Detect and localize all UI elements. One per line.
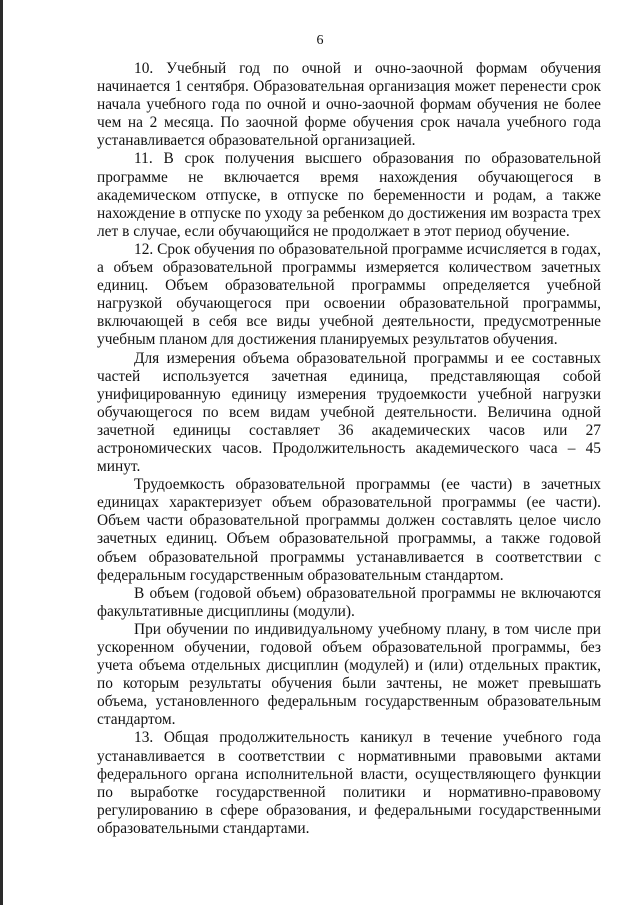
scan-edge <box>0 0 3 905</box>
paragraph-item-12: 12. Срок обучения по образовательной программе исчисляется в годах, а объем образовательной программы измеряется количеством зачетных единиц. Объем образовательной программы определяется учебной нагрузкой обучающегося при освоении образовательной программы, включающей в себя все виды учебной деятельности, предусмотренные учебным планом для достижения планируемых результатов обучения. <box>97 240 601 349</box>
paragraph-credit-unit: Для измерения объема образовательной программы и ее составных частей используется зачетная единица, представляющая собой унифицированную единицу измерения трудоемкости учебной нагрузки обучающегося по всем видам учебной деятельности. Величина одной зачетной единицы составляет 36 академических часов или 27 астрономических часов. Продолжительность академического часа – 45 минут. <box>97 349 601 476</box>
body-text <box>97 60 601 838</box>
paragraph-workload: Трудоемкость образовательной программы (ее части) в зачетных единицах характеризует объем образовательной программы (ее части). Объем части образовательной программы должен составлять целое число зачетных единиц. Объем образовательной программы, а также годовой объем образовательной программы устанавливается в соответствии с федеральным государственным образовательным стандартом. <box>97 476 601 584</box>
page-number: 6 <box>316 33 324 48</box>
paragraph-item-13: 13. Общая продолжительность каникул в течение учебного года устанавливается в соответствии с нормативными правовыми актами федерального органа исполнительной власти, осуществляющего функции по выработке государственной политики и нормативно-правовому регулированию в сфере образования, и федеральными государственными образовательными стандартами. <box>97 729 601 837</box>
paragraph-electives: В объем (годовой объем) образовательной программы не включаются факультативные дисциплины (модули). <box>97 584 601 620</box>
paragraph-individual-plan: При обучении по индивидуальному учебному плану, в том числе при ускоренном обучении, годовой объем образовательной программы, без учета объема отдельных дисциплин (модулей) и (или) отдельных практик, по которым результаты обучения были зачтены, не может превышать объема, установленного федеральным государственным образовательным стандартом. <box>97 620 601 729</box>
paragraph-item-10: 10. Учебный год по очной и очно-заочной формам обучения начинается 1 сентября. Образовательная организация может перенести срок начала учебного года по очной и очно-заочной формам обучения не более чем на 2 месяца. По заочной форме обучения срок начала учебного года устанавливается образовательной организацией. <box>97 60 601 150</box>
paragraph-item-11: 11. В срок получения высшего образования по образовательной программе не включается время нахождения обучающегося в академическом отпуске, в отпуске по беременности и родам, а также нахождение в отпуске по уходу за ребенком до достижения им возраста трех лет в случае, если обучающийся не продолжает в этот период обучение. <box>97 150 601 240</box>
